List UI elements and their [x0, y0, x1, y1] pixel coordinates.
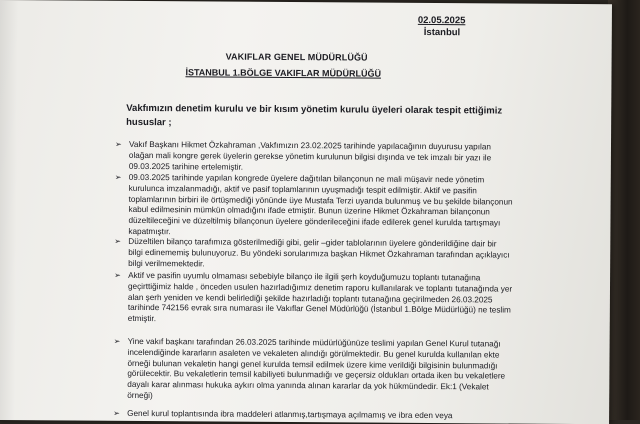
intro-paragraph: Vakfımızın denetim kurulu ve bir kısım yönetim kurulu üyeleri olarak tespit ettiğimiz hususlar ; [126, 102, 503, 128]
recipient-subtitle: İSTANBUL 1.BÖLGE VAKIFLAR MÜDÜRLÜĞÜ [185, 67, 382, 79]
finding-item-2: 09.03.2025 tarihinde yapılan kongrede üyelere dağıtılan bilançonun ne mali müşavir nede yönetim kurulunca imzalanmadığı, aktif ve pasif toplamlarının uyuşmadığı tespit edilmiştir. Aktif ve pasifin toplamlarının birbiri ile örtüşmediği yönünde üye Mustafa Terzi uyarıda bulunmuş ve bu şekilde bilançonun kabul edilmesinin mümkün olmadığını ifade etmiştir. Bunun üzerine Hikmet Özkahraman bilançonun düzeltileceğini ve düzeltilmiş bilançonun üyelere gönderileceğini ifade edilerek genel kurulda tartışmayı kapatmıştır. [128, 172, 513, 237]
finding-item-5: Yine vakıf başkanı tarafından 26.03.2025 tarihinde müdürlüğünüze teslimi yapılan Genel Kurul tutanağı incelendiğinde kararların asaleten ve vekaleten alındığı görülmektedir. Bu genel kurulda kullanılan ekte örneği bulunan vekaletin hangi genel kurulda temsil edilmek üzere kime verildiği bilgisinin bulunmadığı görülecektir. Bu vekaletlerin temsil kabiliyeti bulunmadığı ve geçersiz oldukları ortada iken bu vekaletlere dayalı karar alınması hukuka aykırı olma yanında alınan kararlar da yok hükmündedir. Ek:1 (Vekalet örneği) [127, 336, 506, 401]
finding-item-4: Aktif ve pasifin uyumlu olmaması sebebiyle bilanço ile ilgili şerh koyduğumuzu toplantı tutanağına geçirttiğimiz halde , önceden usulen hazırladığımız denetim raporu kullanılarak ve toplantı tutanağında yer alan şerh yeniden ve kendi belirlediği şekilde hazırladığı toplantı tutanağına geçirilmeden 26.03.2025 tarihinde 742156 evrak sıra numarası ile Vakıflar Genel Müdürlüğü (İstanbul 1.Bölge Müdürlüğü) ne teslim etmiştir. [127, 270, 513, 324]
finding-item-1: Vakıf Başkanı Hikmet Özkahraman ,Vakfımızın 23.02.2025 tarihinde yapılacağının duyurusu yapılan olağan mali kongre gerek üyelerin gerekse yönetim kurulunun bilgisi dışında ve tek imzalı bir yazı ile 09.03.2025 tarihine ertelemiştir. [128, 139, 492, 172]
bullet-arrow-icon: ➢ [113, 408, 120, 418]
document-date: 02.05.2025 [417, 14, 466, 27]
page-shadow [0, 0, 18, 420]
desk-background [608, 0, 640, 420]
finding-item-3: Düzeltilen bilanço tarafımıza gösterilmediği gibi, gelir –gider tablolarının üyelere gönderildiğine dair bir bilgi edinememiş bulunuyoruz. Bu yöndeki sorularımıza başkan Hikmet Özkahraman tarafından açıklayıcı bilgi verilmemektedir. [128, 236, 510, 269]
finding-item-6: Genel kurul toplantısında ibra maddeleri atlanmış,tartışmaya açılmamış ve ibra eden veya [127, 408, 453, 421]
bullet-arrow-icon: ➢ [114, 236, 122, 246]
recipient-title: VAKIFLAR GENEL MÜDÜRLÜĞÜ [225, 51, 368, 63]
document-city: İstanbul [423, 26, 461, 39]
bullet-arrow-icon: ➢ [114, 270, 121, 280]
bullet-arrow-icon: ➢ [113, 336, 121, 346]
bullet-arrow-icon: ➢ [114, 172, 122, 182]
bullet-arrow-icon: ➢ [114, 139, 122, 149]
